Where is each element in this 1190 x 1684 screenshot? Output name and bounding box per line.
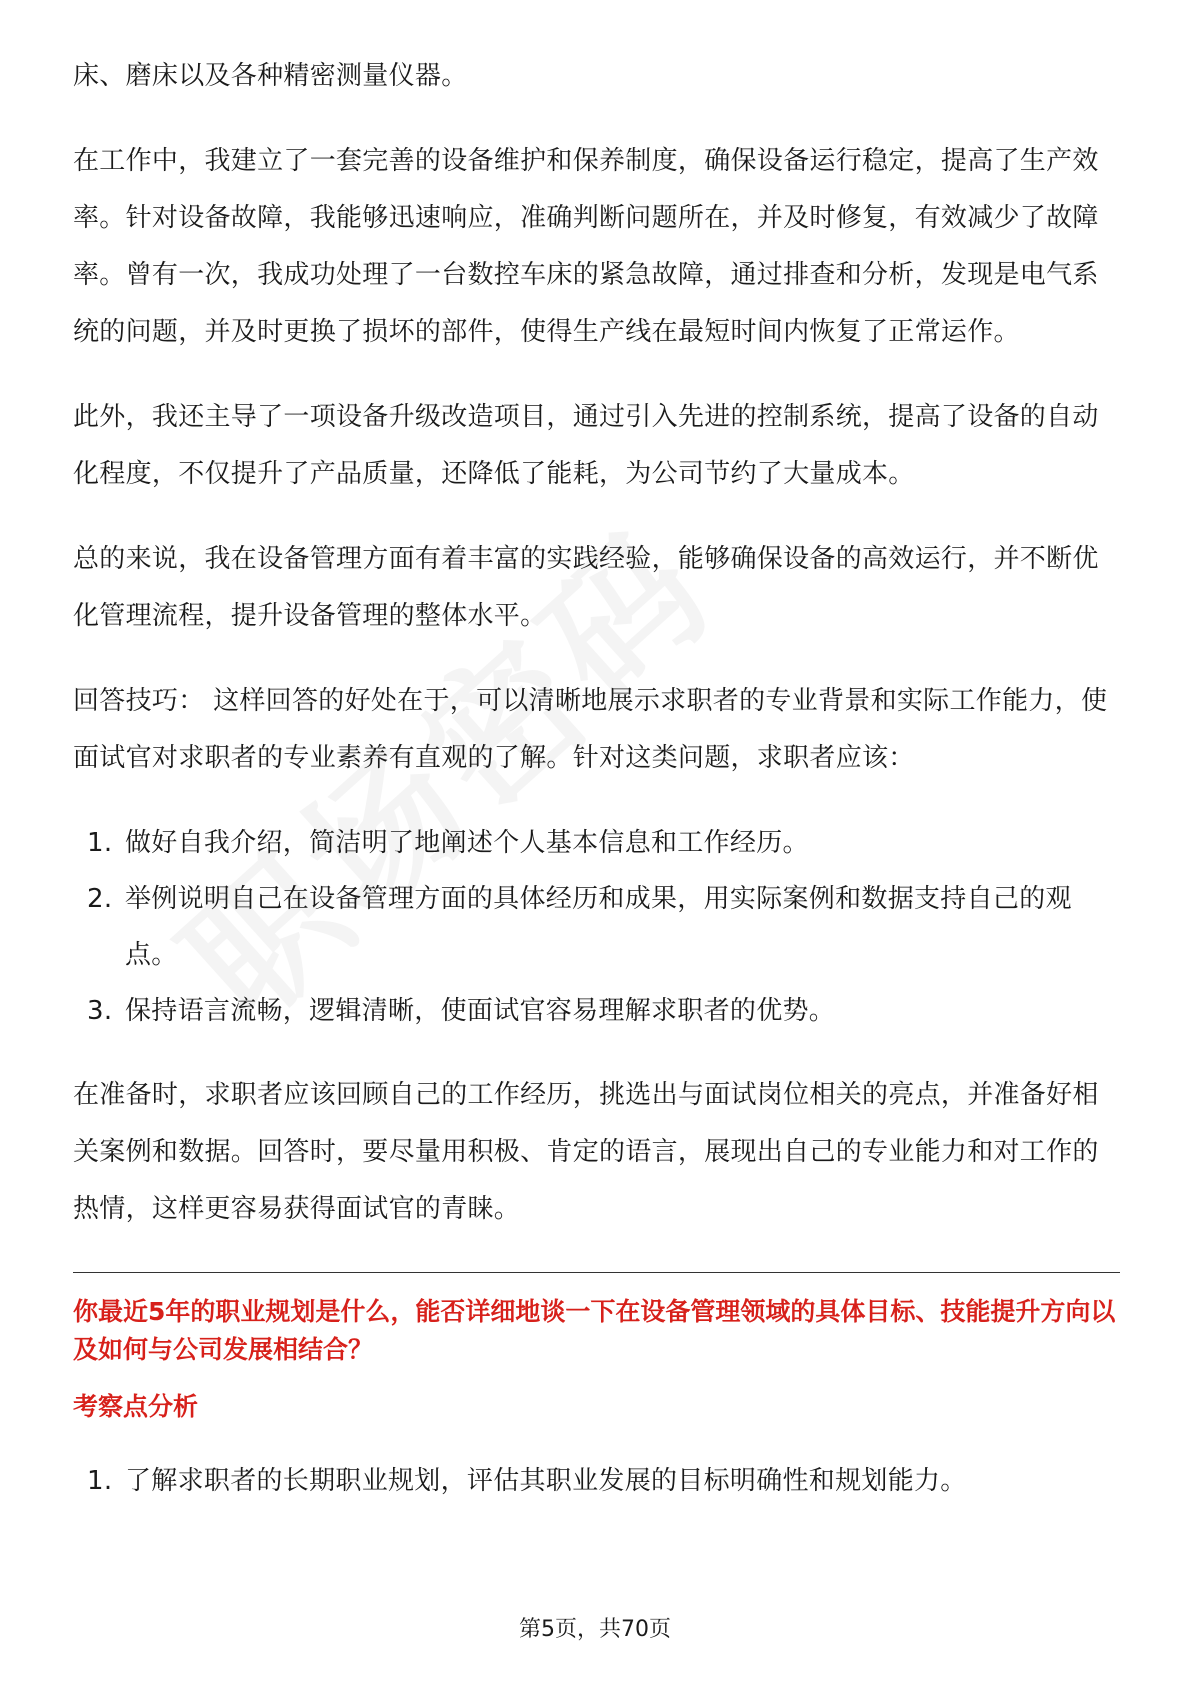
paragraph-upgrade-project: 此外，我还主导了一项设备升级改造项目，通过引入先进的控制系统，提高了设备的自动化程度，不仅提升了产品质量，还降低了能耗，为公司节约了大量成本。 [73, 402, 1099, 489]
list-number: 1. [87, 828, 113, 858]
analysis-list [73, 1453, 1120, 1509]
paragraph-work-experience: 在工作中，我建立了一套完善的设备维护和保养制度，确保设备运行稳定，提高了生产效率。针对设备故障，我能够迅速响应，准确判断问题所在，并及时修复，有效减少了故障率。曾有一次，我成功处理了一台数控车床的紧急故障，通过排查和分析，发现是电气系统的问题，并及时更换了损坏的部件，使得生产线在最短时间内恢复了正常运作。 [73, 146, 1099, 347]
interview-question: 你最近5年的职业规划是什么，能否详细地谈一下在设备管理领域的具体目标、技能提升方向以及如何与公司发展相结合？ [73, 1297, 1116, 1364]
list-item [73, 815, 1120, 871]
section-divider [73, 1272, 1120, 1273]
list-number: 3. [87, 996, 113, 1026]
list-item [73, 871, 1120, 983]
list-number: 2. [87, 884, 113, 914]
list-number: 1. [87, 1466, 113, 1496]
list-item [73, 983, 1120, 1039]
list-item-text: 保持语言流畅，逻辑清晰，使面试官容易理解求职者的优势。 [125, 996, 836, 1026]
page-number: 第5页，共70页 [519, 1617, 671, 1642]
analysis-heading: 考察点分析 [73, 1392, 199, 1421]
list-item [73, 1453, 1120, 1509]
paragraph-answer-tips: 回答技巧： 这样回答的好处在于，可以清晰地展示求职者的专业背景和实际工作能力，使面试官对求职者的专业素养有直观的了解。针对这类问题，求职者应该： [73, 686, 1108, 773]
paragraph-summary: 总的来说，我在设备管理方面有着丰富的实践经验，能够确保设备的高效运行，并不断优化管理流程，提升设备管理的整体水平。 [73, 544, 1099, 631]
tips-list [73, 815, 1120, 1039]
list-item-text: 做好自我介绍，简洁明了地阐述个人基本信息和工作经历。 [125, 828, 809, 858]
paragraph-preparation: 在准备时，求职者应该回顾自己的工作经历，挑选出与面试岗位相关的亮点，并准备好相关案例和数据。回答时，要尽量用积极、肯定的语言，展现出自己的专业能力和对工作的热情，这样更容易获得面试官的青睐。 [73, 1080, 1099, 1224]
paragraph-continuation: 床、磨床以及各种精密测量仪器。 [73, 61, 468, 91]
list-item-text: 举例说明自己在设备管理方面的具体经历和成果，用实际案例和数据支持自己的观点。 [125, 884, 1072, 970]
list-item-text: 了解求职者的长期职业规划，评估其职业发展的目标明确性和规划能力。 [125, 1466, 967, 1496]
page-content [73, 48, 1120, 1537]
